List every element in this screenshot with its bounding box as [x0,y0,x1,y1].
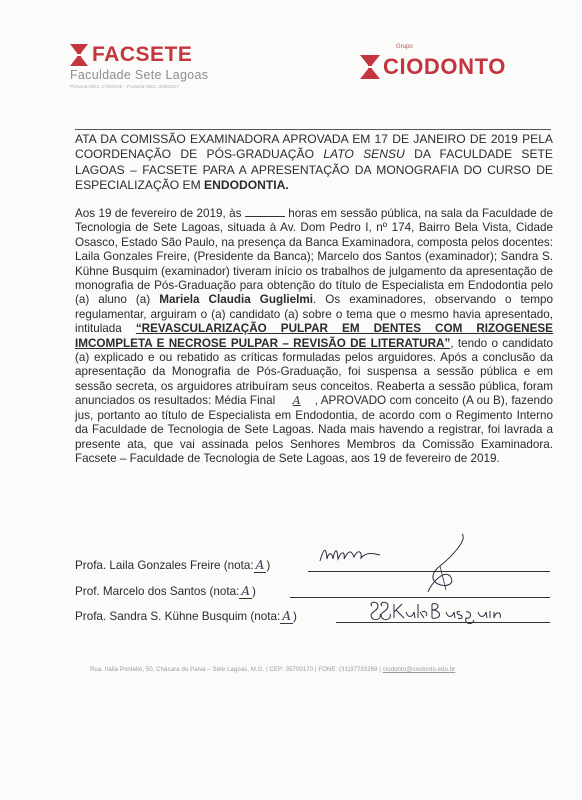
signature-grade: A [282,609,291,623]
facsete-logo-icon [70,44,88,66]
signature-grade: A [241,584,251,598]
handwritten-signature-laila [318,543,388,565]
footer-address [90,667,550,673]
final-grade: A [292,394,301,408]
facsete-name: FACSETE [92,43,193,66]
title-top-rule [75,129,551,130]
signature-close: ) [292,610,297,623]
body-part-c: . Os examinadores, observando o tempo regulamentar, arguiram o (a) candidato (a) sobre o tema que o mesmo havia apresentado, intitulada [75,293,553,336]
footer-address-text: Rua. Itália Pontello, 50, Chácara do Paiva – Sete Lagoas, M.G. | CEP: 35700170 | FONE: (31)37733268 | [90,667,383,673]
body-part-a: Aos 19 de fevereiro de 2019, às [75,207,245,220]
title-endodontia: ENDODONTIA. [204,178,289,193]
body-part-b: horas em sessão pública, na sala da Faculdade de Tecnologia de Sete Lagoas, situada à Av. Dom Pedro I, nº 174, Bairro Bela Vista, Cidade Osasco, Estado São Paulo, na presença da Banca Examinadora, composta pelos docentes: Laila Gonzales Freire, (Presidente da Banca); Marcelo dos Santos (examinador); Sandra S. Kühne Busquim (examinador) tiveram início os trabalhos de julgamento da apresentação de monografia de Pós-Graduação para obtenção do título de Especialista em Endodontia pelo (a) aluno (a) [75,207,553,307]
minutes-body [75,206,553,466]
facsete-subtitle: Faculdade Sete Lagoas [70,68,209,82]
facsete-logo [70,44,230,90]
signature-label: Profa. Sandra S. Kühne Busquim (nota: [75,610,281,623]
ciodonto-logo-icon [360,55,380,79]
title-part-1: ATA DA COMISSÃO EXAMINADORA APROVADA EM 17 DE JANEIRO DE 2019 PELA COORDENAÇÃO DE PÓS-GRADUAÇÃO [75,132,553,162]
signature-close: ) [266,559,271,572]
signature-close: ) [252,585,256,598]
handwritten-signature-sandra [368,598,503,626]
ciodonto-group-label: Grupo [396,44,413,50]
signature-grade: A [255,558,265,572]
signature-line-sandra [75,609,297,623]
signature-label: Profa. Laila Gonzales Freire (nota: [75,559,254,572]
title-part-3: DA FACULDADE SETE LAGOAS – FACSETE PARA A APRESENTAÇÃO DA MONOGRAFIA DO CURSO DE ESPECIALIZAÇÃO EM [75,147,553,193]
title-lato-sensu: LATO SENSU [323,147,405,162]
footer-email-link[interactable]: ciodonto@ciodonto.edu.br [382,667,456,673]
signature-label: Prof. Marcelo dos Santos (nota: [75,585,240,598]
student-name: Mariela Claudia Guglielmi [159,293,313,307]
body-part-d: , tendo o candidato (a) explicado e ou rebatido as críticas formuladas pelos arguidores. Após a conclusão da apresentação da Monografia de Pós-Graduação, foi suspensa a sessão pública e em sessão secreta, os arguidores atribuíram seus conceitos. Reaberta a sessão pública, foram anunciados os resultados: Média Final [75,336,553,408]
body-part-e: , APROVADO com conceito (A ou B), fazendo jus, portanto ao título de Especialista em Endodontia, de acordo com o Regimento Interno da Faculdade de Tecnologia de Sete Lagoas. Nada mais havendo a registrar, foi lavrada a presente ata, que vai assinada pelos Senhores Membros da Comissão Examinadora. Facsete – Faculdade de Tecnologia de Sete Lagoas, aos 19 de fevereiro de 2019. [75,394,554,465]
thesis-title: “REVASCULARIZAÇÃO PULPAR EM DENTES COM RIZOGENESE IMCOMPLETA E NECROSE PULPAR – REVISÃO DE LITERATURA” [75,322,553,350]
document-title [75,132,553,194]
time-blank [245,206,285,217]
facsete-tiny-text: Portaria MEC 278/2016 · Portaria MEC 325/2017 [70,84,180,89]
ciodonto-name: CIODONTO [383,54,506,79]
signature-line-marcelo [75,584,256,598]
handwritten-signature-marcelo [410,530,470,600]
signature-line-laila [75,558,270,572]
